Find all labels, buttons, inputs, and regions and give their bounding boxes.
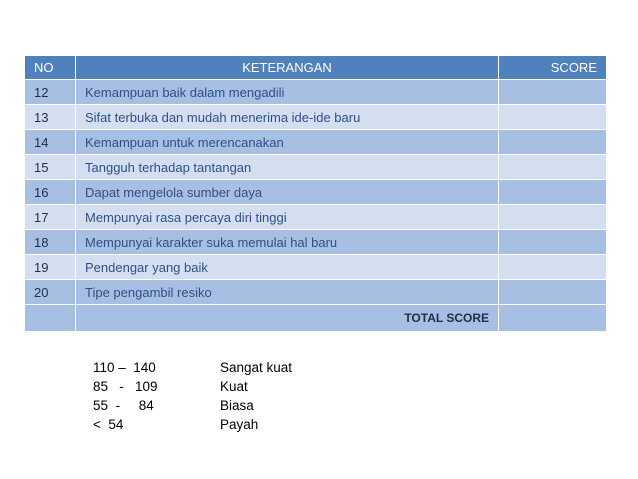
table-row xyxy=(25,230,607,255)
total-score-label: TOTAL SCORE xyxy=(76,305,499,332)
row-number: 15 xyxy=(25,155,76,180)
table-row xyxy=(25,280,607,305)
header-no: NO xyxy=(25,56,76,80)
row-description: Dapat mengelola sumber daya xyxy=(76,180,499,205)
row-description: Mempunyai karakter suka memulai hal baru xyxy=(76,230,499,255)
legend-item xyxy=(93,377,292,396)
row-number: 13 xyxy=(25,105,76,130)
table-row xyxy=(25,155,607,180)
legend-label: Kuat xyxy=(220,379,248,394)
legend-item xyxy=(93,358,292,377)
legend-label: Sangat kuat xyxy=(220,360,293,375)
table-row xyxy=(25,105,607,130)
row-score-cell[interactable] xyxy=(499,80,607,105)
row-score-cell[interactable] xyxy=(499,205,607,230)
table-row xyxy=(25,255,607,280)
row-description: Pendengar yang baik xyxy=(76,255,499,280)
row-number: 19 xyxy=(25,255,76,280)
row-number: 17 xyxy=(25,205,76,230)
row-score-cell[interactable] xyxy=(499,105,607,130)
row-score-cell[interactable] xyxy=(499,280,607,305)
table-row xyxy=(25,130,607,155)
header-score: SCORE xyxy=(499,56,607,80)
table-header-row xyxy=(25,56,607,80)
row-number: 20 xyxy=(25,280,76,305)
score-table xyxy=(24,55,607,332)
row-description: Mempunyai rasa percaya diri tinggi xyxy=(76,205,499,230)
row-description: Tangguh terhadap tantangan xyxy=(76,155,499,180)
legend-range: 110 – 140 xyxy=(93,360,156,375)
table-row xyxy=(25,80,607,105)
row-description: Kemampuan baik dalam mengadili xyxy=(76,80,499,105)
row-score-cell[interactable] xyxy=(499,180,607,205)
table-row xyxy=(25,180,607,205)
total-row xyxy=(25,305,607,332)
row-description: Tipe pengambil resiko xyxy=(76,280,499,305)
score-legend xyxy=(93,358,292,434)
legend-range: < 54 xyxy=(93,417,124,432)
legend-label: Biasa xyxy=(220,398,254,413)
legend-label: Payah xyxy=(220,417,259,432)
legend-range: 55 - 84 xyxy=(93,398,154,413)
row-number: 18 xyxy=(25,230,76,255)
total-score-cell[interactable] xyxy=(499,305,607,332)
legend-item xyxy=(93,415,292,434)
legend-item xyxy=(93,396,292,415)
row-score-cell[interactable] xyxy=(499,155,607,180)
row-number: 14 xyxy=(25,130,76,155)
row-number: 16 xyxy=(25,180,76,205)
row-score-cell[interactable] xyxy=(499,255,607,280)
row-score-cell[interactable] xyxy=(499,230,607,255)
header-keterangan: KETERANGAN xyxy=(76,56,499,80)
legend-range: 85 - 109 xyxy=(93,379,158,394)
row-description: Sifat terbuka dan mudah menerima ide-ide baru xyxy=(76,105,499,130)
row-score-cell[interactable] xyxy=(499,130,607,155)
total-empty-cell xyxy=(25,305,76,332)
row-number: 12 xyxy=(25,80,76,105)
row-description: Kemampuan untuk merencanakan xyxy=(76,130,499,155)
table-row xyxy=(25,205,607,230)
